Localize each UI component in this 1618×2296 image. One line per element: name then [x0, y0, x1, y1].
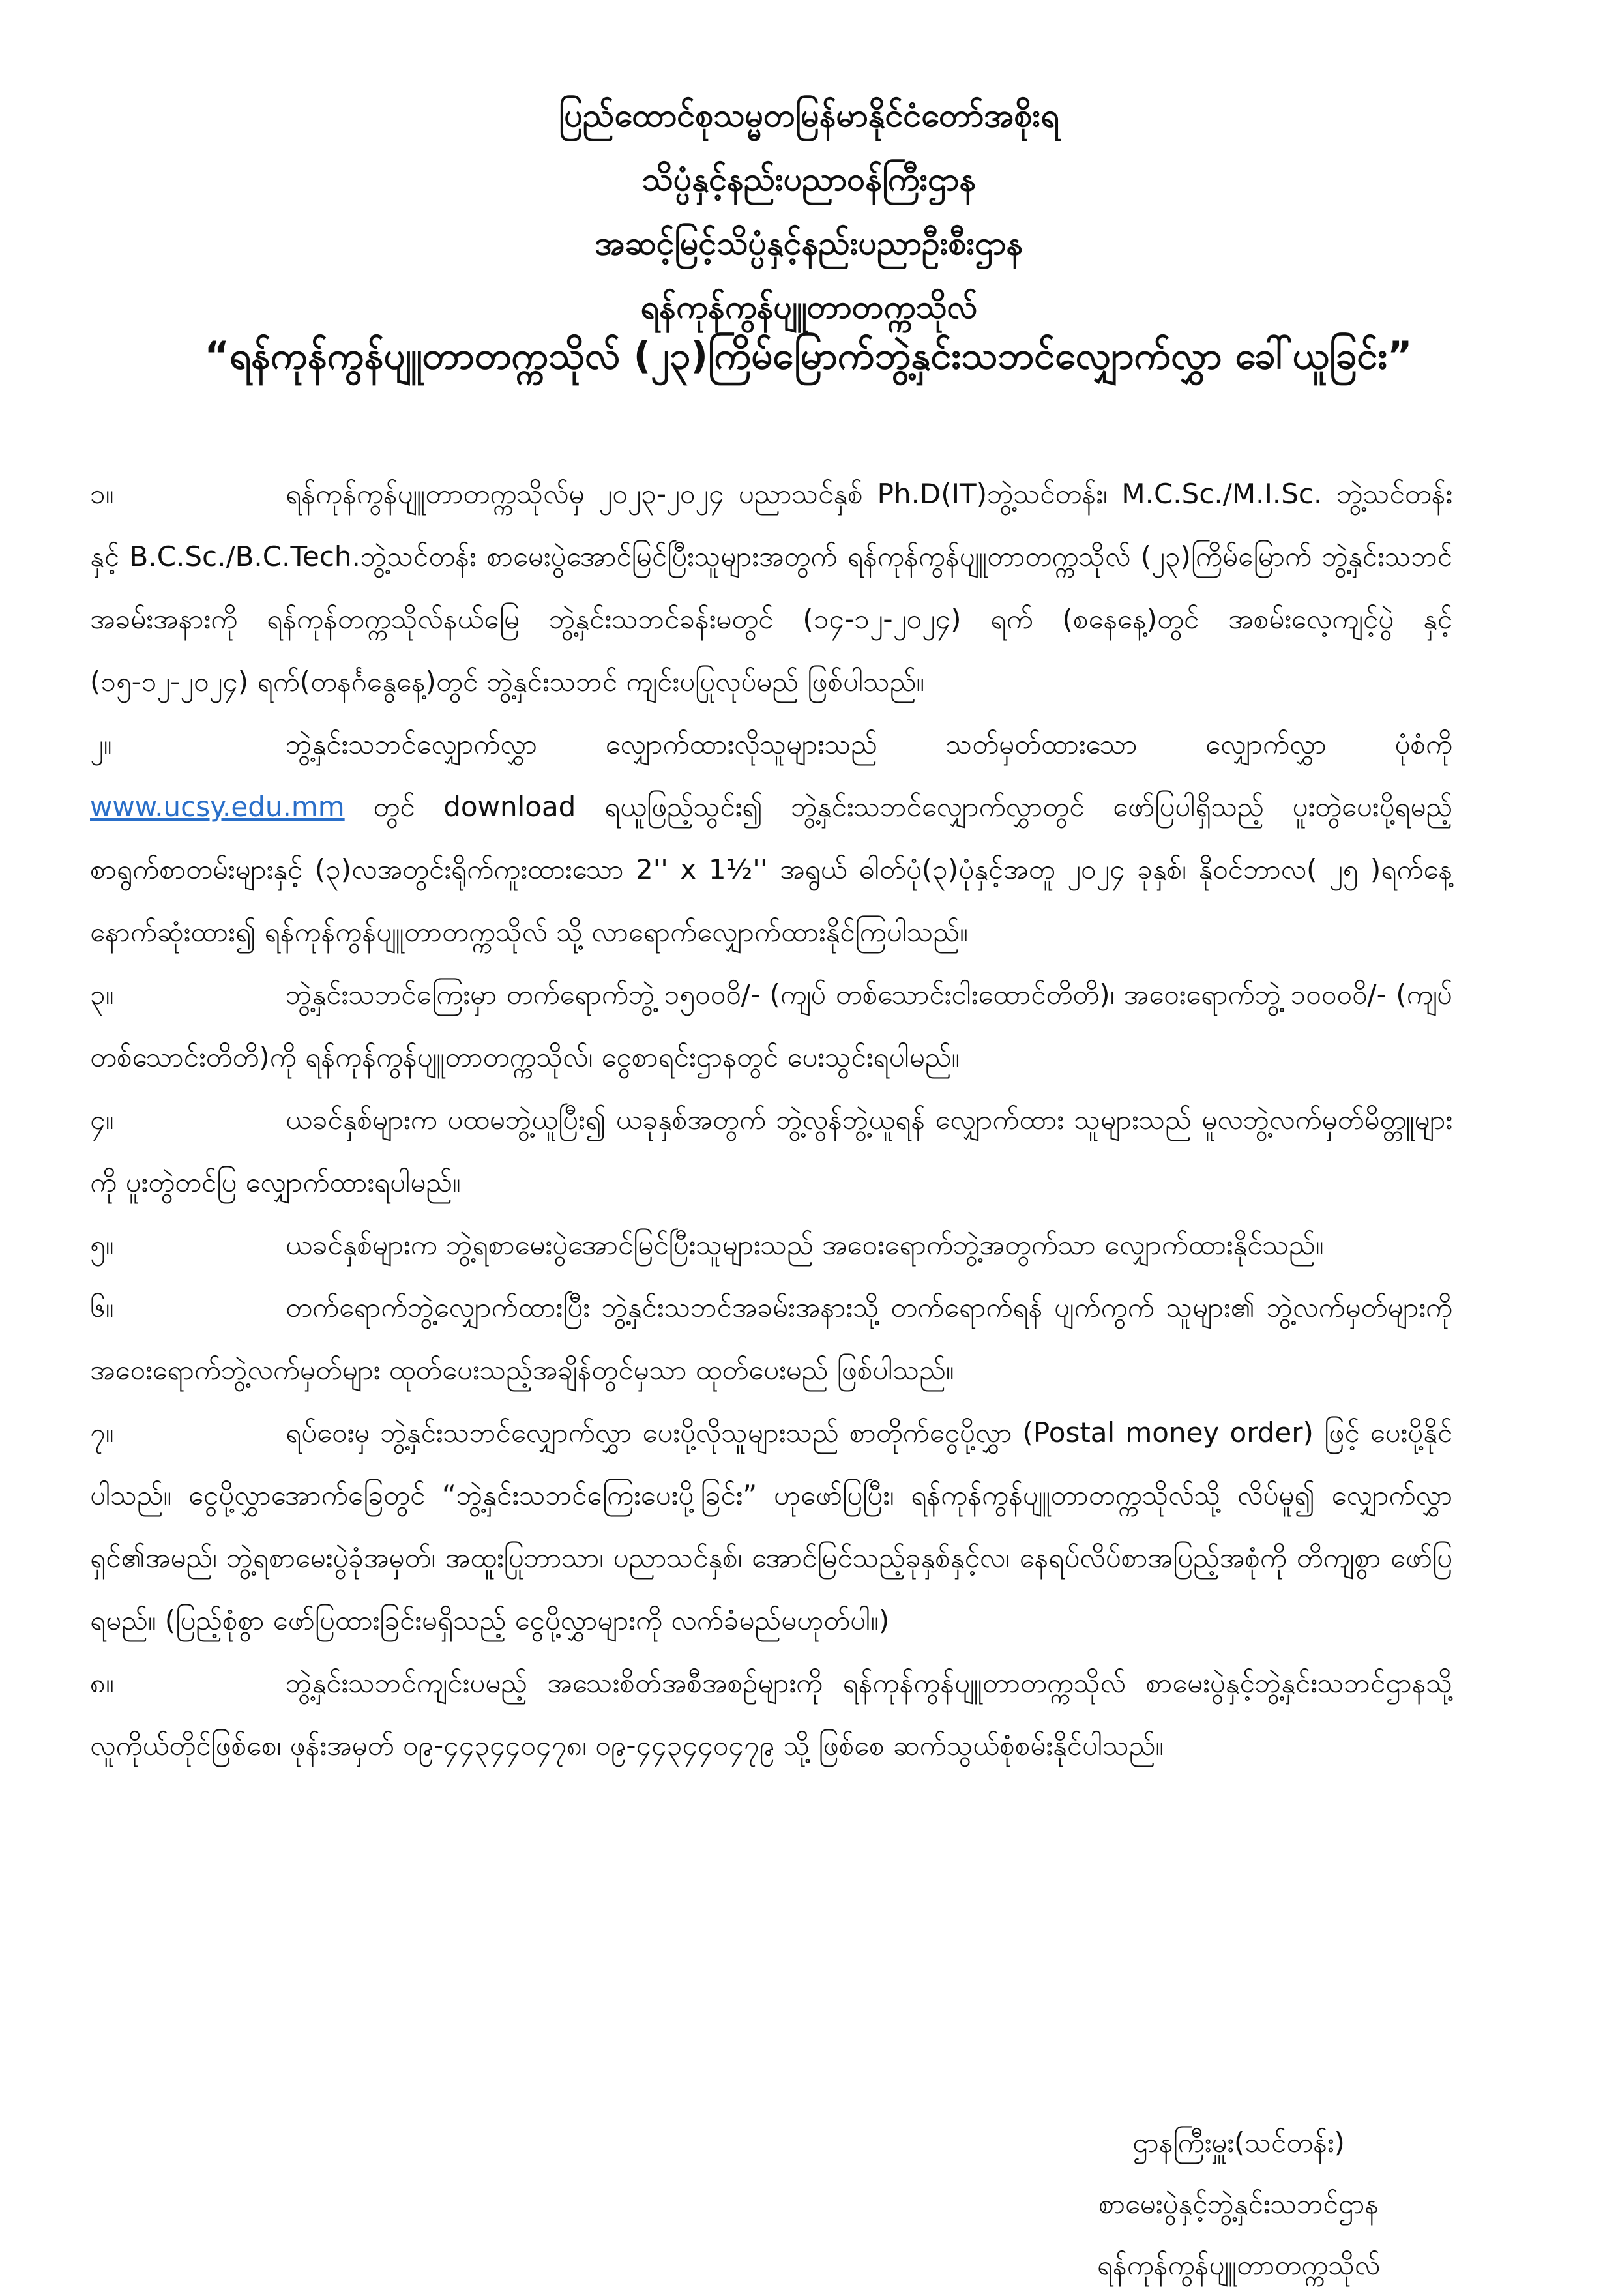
- signature-university: ရန်ကုန်ကွန်ပျူတာတက္ကသိုလ်: [1096, 2249, 1381, 2281]
- signature-title: ဌာနကြီးမှူး(သင်တန်း): [1132, 2127, 1345, 2158]
- document-body: [90, 463, 1452, 1777]
- header-government: ပြည်ထောင်စုသမ္မတမြန်မာနိုင်ငံတော်အစိုးရ: [559, 96, 1059, 134]
- paragraph-number: ၅။: [90, 1229, 114, 1261]
- paragraph-text: ယခင်နှစ်များက ပထမဘွဲ့ယူပြီး၍ ယခုနှစ်အတွက် ဘွဲ့လွန်ဘွဲ့ယူရန် လျှောက်ထား သူများသည် မူလဘွဲ့လက်မှတ်မိတ္တူများကို ပူးတွဲတင်ပြ လျှောက်ထားရပါမည်။: [90, 1104, 1452, 1198]
- paragraph-number: ၈။: [90, 1667, 114, 1699]
- paragraph-6: [90, 1276, 1452, 1402]
- paragraph-text: ဘွဲ့နှင်းသဘင်လျှောက်လွှာ လျှောက်ထားလိုသူများသည် သတ်မှတ်ထားသော လျှောက်လွှာ ပုံစံကို: [286, 728, 1452, 760]
- paragraph-8: [90, 1652, 1452, 1777]
- paragraph-4: [90, 1089, 1452, 1214]
- signature-block: [1017, 2112, 1460, 2296]
- paragraph-5: [90, 1214, 1452, 1276]
- header-university: ရန်ကုန်ကွန်ပျူတာတက္ကသိုလ်: [640, 288, 978, 326]
- paragraph-number: ၇။: [90, 1417, 114, 1449]
- paragraph-number: ၆။: [90, 1291, 114, 1323]
- header-ministry: သိပ္ပံနှင့်နည်းပညာဝန်ကြီးဌာန: [641, 160, 977, 198]
- paragraph-text: ဘွဲ့နှင်းသဘင်ကြေးမှာ တက်ရောက်ဘွဲ့ ၁၅၀၀၀ိ/- (ကျပ် တစ်သောင်းငါးထောင်တိတိ)၊ အဝေးရောက်ဘွဲ့ ၁၀၀၀၀ိ/- (ကျပ် တစ်သောင်းတိတိ)ကို ရန်ကုန်ကွန်ပျူတာတက္ကသိုလ်၊ ငွေစာရင်းဌာနတွင် ပေးသွင်းရပါမည်။: [90, 979, 1452, 1073]
- paragraph-number: ၂။: [90, 728, 112, 760]
- paragraph-number: ၃။: [90, 979, 114, 1010]
- paragraph-number: ၁။: [90, 478, 114, 510]
- letterhead: [0, 83, 1618, 339]
- signature-department: စာမေးပွဲနှင့်ဘွဲ့နှင်းသဘင်ဌာန: [1098, 2188, 1379, 2220]
- website-link[interactable]: www.ucsy.edu.mm: [90, 791, 345, 823]
- paragraph-text: ဘွဲ့နှင်းသဘင်ကျင်းပမည့် အသေးစိတ်အစီအစဉ်များကို ရန်ကုန်ကွန်ပျူတာတက္ကသိုလ် စာမေးပွဲနှင့်ဘွဲ့နှင်းသဘင်ဌာနသို့ လူကိုယ်တိုင်ဖြစ်စေ၊ ဖုန်းအမှတ် ၀၉-၄၄၃၄၄၀၄၇၈၊ ၀၉-၄၄၃၄၄၀၄၇၉ သို့ ဖြစ်စေ ဆက်သွယ်စုံစမ်းနိုင်ပါသည်။: [90, 1667, 1452, 1761]
- paragraph-text: တက်ရောက်ဘွဲ့လျှောက်ထားပြီး ဘွဲ့နှင်းသဘင်အခမ်းအနားသို့ တက်ရောက်ရန် ပျက်ကွက် သူများ၏ ဘွဲ့လက်မှတ်များကို အဝေးရောက်ဘွဲ့လက်မှတ်များ ထုတ်ပေးသည့်အချိန်တွင်မှသာ ထုတ်ပေးမည် ဖြစ်ပါသည်။: [90, 1291, 1452, 1386]
- paragraph-3: [90, 964, 1452, 1089]
- paragraph-1: [90, 463, 1452, 713]
- header-department: အဆင့်မြင့်သိပ္ပံနှင့်နည်းပညာဦးစီးဌာန: [595, 224, 1023, 262]
- paragraph-number: ၄။: [90, 1104, 114, 1136]
- document-title: “ရန်ကုန်ကွန်ပျူတာတက္ကသိုလ် (၂၃)ကြိမ်မြောက်ဘွဲ့နှင်းသဘင်လျှောက်လွှာ ခေါ်ယူခြင်း”: [204, 333, 1413, 377]
- paragraph-2: [90, 713, 1452, 964]
- paragraph-text: တွင် download ရယူဖြည့်သွင်း၍ ဘွဲ့နှင်းသဘင်လျှောက်လွှာတွင် ဖော်ပြပါရှိသည့် ပူးတွဲပေးပို့ရမည့် စာရွက်စာတမ်းများနှင့် (၃)လအတွင်းရိုက်ကူးထားသော 2'' x 1½'' အရွယ် ဓါတ်ပုံ(၃)ပုံနှင့်အတူ ၂၀၂၄ ခုနှစ်၊ နိုဝင်ဘာလ( ၂၅ )ရက်နေ့ နောက်ဆုံးထား၍ ရန်ကုန်ကွန်ပျူတာတက္ကသိုလ် သို့ လာရောက်လျှောက်ထားနိုင်ကြပါသည်။: [90, 791, 1453, 948]
- paragraph-7: [90, 1402, 1452, 1652]
- paragraph-text: ယခင်နှစ်များက ဘွဲ့ရစာမေးပွဲအောင်မြင်ပြီးသူများသည် အဝေးရောက်ဘွဲ့အတွက်သာ လျှောက်ထားနိုင်သည်။: [286, 1229, 1324, 1261]
- paragraph-text: ရပ်ဝေးမှ ဘွဲ့နှင်းသဘင်လျှောက်လွှာ ပေးပို့လိုသူများသည် စာတိုက်ငွေပို့လွှာ (Postal money order) ဖြင့် ပေးပို့နိုင်ပါသည်။ ငွေပို့လွှာအောက်ခြေတွင် “ဘွဲ့နှင်းသဘင်ကြေးပေးပို့ခြင်း” ဟုဖော်ပြပြီး၊ ရန်ကုန်ကွန်ပျူတာတက္ကသိုလ်သို့ လိပ်မူ၍ လျှောက်လွှာရှင်၏အမည်၊ ဘွဲ့ရစာမေးပွဲခုံအမှတ်၊ အထူးပြုဘာသာ၊ ပညာသင်နှစ်၊ အောင်မြင်သည့်ခုနှစ်နှင့်လ၊ နေရပ်လိပ်စာအပြည့်အစုံကို တိကျစွာ ဖော်ပြရမည်။ (ပြည့်စုံစွာ ဖော်ပြထားခြင်းမရှိသည့် ငွေပို့လွှာများကို လက်ခံမည်မဟုတ်ပါ။): [90, 1417, 1452, 1636]
- paragraph-text: ရန်ကုန်ကွန်ပျူတာတက္ကသိုလ်မှ ၂၀၂၃-၂၀၂၄ ပညာသင်နှစ် Ph.D(IT)ဘွဲ့သင်တန်း၊ M.C.Sc./M.I.Sc. ဘွဲ့သင်တန်း နှင့် B.C.Sc./B.C.Tech.ဘွဲ့သင်တန်း စာမေးပွဲအောင်မြင်ပြီးသူများအတွက် ရန်ကုန်ကွန်ပျူတာတက္ကသိုလ် (၂၃)ကြိမ်မြောက် ဘွဲ့နှင်းသဘင်အခမ်းအနားကို ရန်ကုန်တက္ကသိုလ်နယ်မြေ ဘွဲ့နှင်းသဘင်ခန်းမတွင် (၁၄-၁၂-၂၀၂၄) ရက် (စနေနေ့)တွင် အစမ်းလေ့ကျင့်ပွဲ နှင့် (၁၅-၁၂-၂၀၂၄) ရက်(တနင်္ဂနွေနေ့)တွင် ဘွဲ့နှင်းသဘင် ကျင်းပပြုလုပ်မည် ဖြစ်ပါသည်။: [90, 478, 1452, 698]
